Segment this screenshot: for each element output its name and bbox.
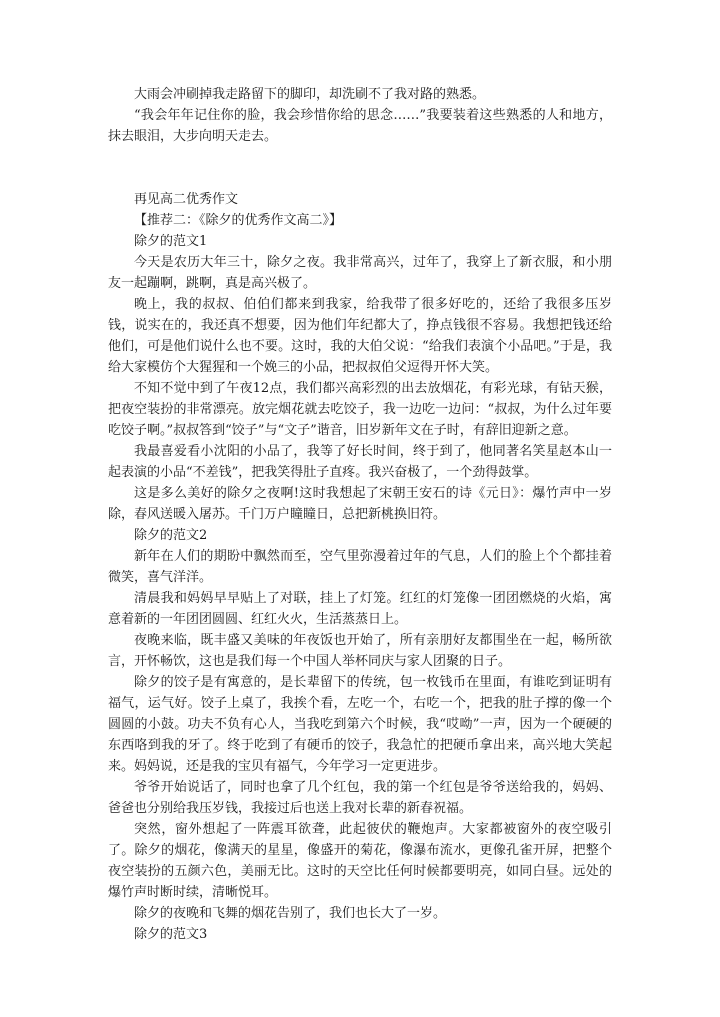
paragraph: 晚上，我的叔叔、伯伯们都来到我家，给我带了很多好吃的，还给了我很多压岁钱，说实在的，我还真不想要，因为他们年纪都大了，挣点钱很不容易。我想把钱还给他们，可是他们说什么也不要。这时，我的大伯父说：“给我们表演个小品吧。”于是，我给大家模仿个大猩猩和一个娩三的小品，把叔叔伯父逗得开怀大笑。 bbox=[108, 297, 612, 375]
recommend-line: 【推荐二：《除夕的优秀作文高二》】 bbox=[134, 213, 343, 228]
paragraph: 大雨会冲刷掉我走路留下的脚印，却洗刷不了我对路的熟悉。 bbox=[134, 87, 486, 102]
paragraph: 这是多么美好的除夕之夜啊!这时我想起了宋朝王安石的诗《元日》：爆竹声中一岁除，春风送暖入屠苏。千门万户瞳瞳日，总把新桃换旧符。 bbox=[108, 486, 612, 522]
paragraph: 爷爷开始说话了，同时也拿了几个红包，我的第一个红包是爷爷送给我的，妈妈、爸爸也分别给我压岁钱，我接过后也送上我对长辈的新春祝福。 bbox=[108, 780, 612, 816]
section-title: 再见高二优秀作文 bbox=[134, 192, 239, 207]
document-page bbox=[108, 84, 612, 945]
essay-heading: 除夕的范文1 bbox=[134, 234, 208, 249]
essay-heading: 除夕的范文3 bbox=[134, 927, 208, 942]
paragraph: “我会年年记住你的脸，我会珍惜你给的思念……”我要装着这些熟悉的人和地方，抹去眼泪，大步向明天走去。 bbox=[108, 108, 612, 144]
paragraph: 夜晚来临，既丰盛又美味的年夜饭也开始了，所有亲朋好友都围坐在一起，畅所欲言，开怀畅饮，这也是我们每一个中国人举杯同庆与家人团聚的日子。 bbox=[108, 633, 612, 669]
paragraph: 清晨我和妈妈早早贴上了对联，挂上了灯笼。红红的灯笼像一团团燃烧的火焰，寓意着新的一年团团圆圆、红红火火，生活蒸蒸日上。 bbox=[108, 591, 612, 627]
paragraph: 突然，窗外想起了一阵震耳欲聋，此起彼伏的鞭炮声。大家都被窗外的夜空吸引了。除夕的烟花，像满天的星星，像盛开的菊花，像瀑布流水，更像孔雀开屏，把整个夜空装扮的五颜六色，美丽无比。这时的天空比任何时候都要明亮，如同白昼。远处的爆竹声时断时续，清晰悦耳。 bbox=[108, 822, 612, 900]
paragraph: 不知不觉中到了午夜12点，我们都兴高彩烈的出去放烟花，有彩光球，有钻天猴，把夜空装扮的非常漂亮。放完烟花就去吃饺子，我一边吃一边问：“叔叔，为什么过年要吃饺子啊。”叔叔答到“饺子”与“文子”谐音，旧岁新年文在子时，有辞旧迎新之意。 bbox=[108, 381, 612, 438]
paragraph: 我最喜爱看小沈阳的小品了，我等了好长时间，终于到了，他同著名笑星赵本山一起表演的小品“不差钱”，把我笑得肚子直疼。我兴奋极了，一个劲得鼓掌。 bbox=[108, 444, 612, 480]
paragraph: 除夕的饺子是有寓意的，是长辈留下的传统，包一枚钱币在里面，有谁吃到证明有福气，运气好。饺子上桌了，我挨个看，左吃一个，右吃一个，把我的肚子撑的像一个圆圆的小鼓。功夫不负有心人，当我吃到第六个时候，我“哎呦”一声，因为一个硬硬的东西咯到我的牙了。终于吃到了有硬币的饺子，我急忙的把硬币拿出来，高兴地大笑起来。妈妈说，还是我的宝贝有福气，今年学习一定更进步。 bbox=[108, 675, 612, 774]
essay-heading: 除夕的范文2 bbox=[134, 528, 208, 543]
paragraph: 除夕的夜晚和飞舞的烟花告别了，我们也长大了一岁。 bbox=[134, 906, 447, 921]
paragraph: 新年在人们的期盼中飘然而至，空气里弥漫着过年的气息，人们的脸上个个都挂着微笑，喜气洋洋。 bbox=[108, 549, 612, 585]
paragraph: 今天是农历大年三十，除夕之夜。我非常高兴，过年了，我穿上了新衣服，和小朋友一起蹦啊，跳啊，真是高兴极了。 bbox=[108, 255, 612, 291]
spacer bbox=[108, 147, 612, 189]
